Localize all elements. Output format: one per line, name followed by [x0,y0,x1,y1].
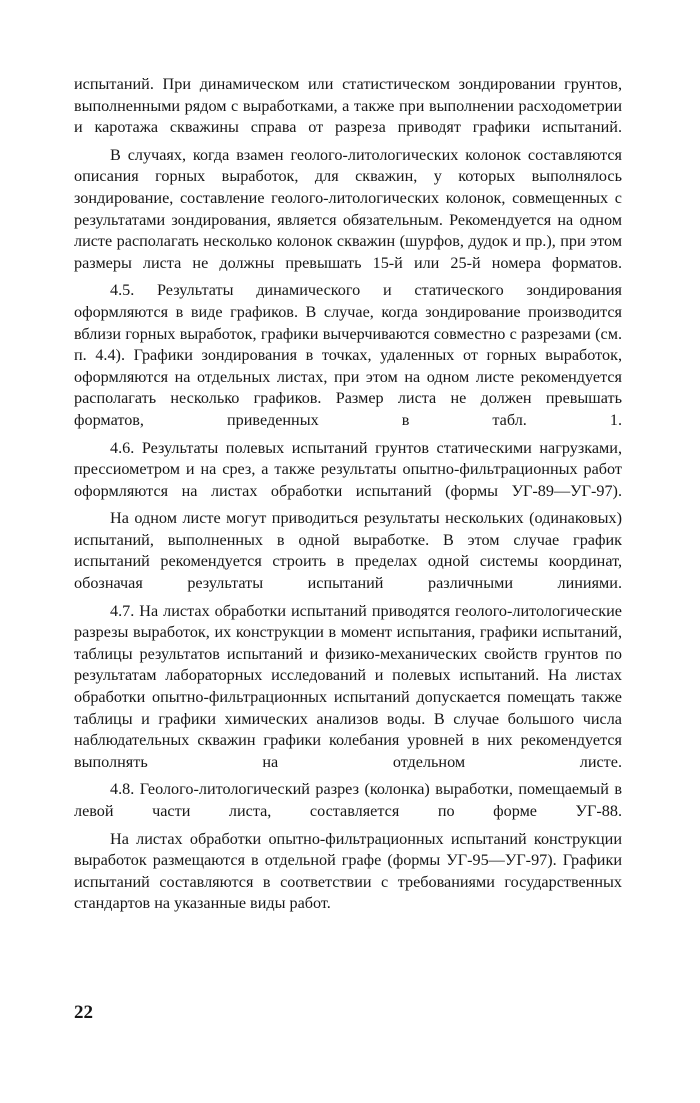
page-number: 22 [74,1002,93,1023]
paragraph-continuation: испытаний. При динамическом или статистическом зондировании грунтов, выполненными рядом с выработками, а также при выполнении расходометрии и каротажа скважины справа от разреза приводят графики испытаний. [74,75,622,137]
paragraph-4-8: 4.8. Геолого-литологический разрез (колонка) выработки, помещаемый в левой части листа, составляется по форме УГ-88. [74,780,622,820]
paragraph-one-sheet: На одном листе могут приводиться результаты нескольких (одинаковых) испытаний, выполненных в одной выработке. В этом случае график испытаний рекомендуется строить в пределах одной системы координат, обозначая результаты испытаний различными линиями. [74,509,622,593]
paragraph-4-5: 4.5. Результаты динамического и статического зондирования оформляются в виде графиков. В случае, когда зондирование производится вблизи горных выработок, графики вычерчиваются совместно с разрезами (см. п. 4.4). Графики зондирования в точках, удаленных от горных выработок, оформляются на отдельных листах, при этом на одном листе рекомендуется располагать несколько графиков. Размер листа не должен превышать форматов, приведенных в табл. 1. [74,281,622,429]
paragraph-filtration: На листах обработки опытно-фильтрационных испытаний конструкции выработок размещаются в отдельной графе (формы УГ-95—УГ-97). Графики испытаний составляются в соответствии с требованиями государственных стандартов на указанные виды работ. [74,829,622,913]
paragraph-4-7: 4.7. На листах обработки испытаний приводятся геолого-литологические разрезы выработок, их конструкции в момент испытания, графики испытаний, таблицы результатов испытаний и физико-механических свойств грунтов по результатам лабораторных исследований и полевых испытаний. На листах обработки опытно-фильтрационных испытаний допускается помещать также таблицы и графики химических анализов воды. В случае большого числа наблюдательных скважин графики колебания уровней в них рекомендуется выполнять на отдельном листе. [74,601,622,771]
body-text [74,74,622,921]
paragraph-4-6: 4.6. Результаты полевых испытаний грунтов статическими нагрузками, прессиометром и на срез, а также результаты опытно-фильтрационных работ оформляются на листах обработки испытаний (формы УГ-89—УГ-97). [74,438,622,500]
paragraph-columns: В случаях, когда взамен геолого-литологических колонок составляются описания горных выработок, для скважин, у которых выполнялось зондирование, составление геолого-литологических колонок, совмещенных с результатами зондирования, является обязательным. Рекомендуется на одном листе располагать несколько колонок скважин (шурфов, дудок и пр.), при этом размеры листа не должны превышать 15-й или 25-й номера форматов. [74,145,622,272]
